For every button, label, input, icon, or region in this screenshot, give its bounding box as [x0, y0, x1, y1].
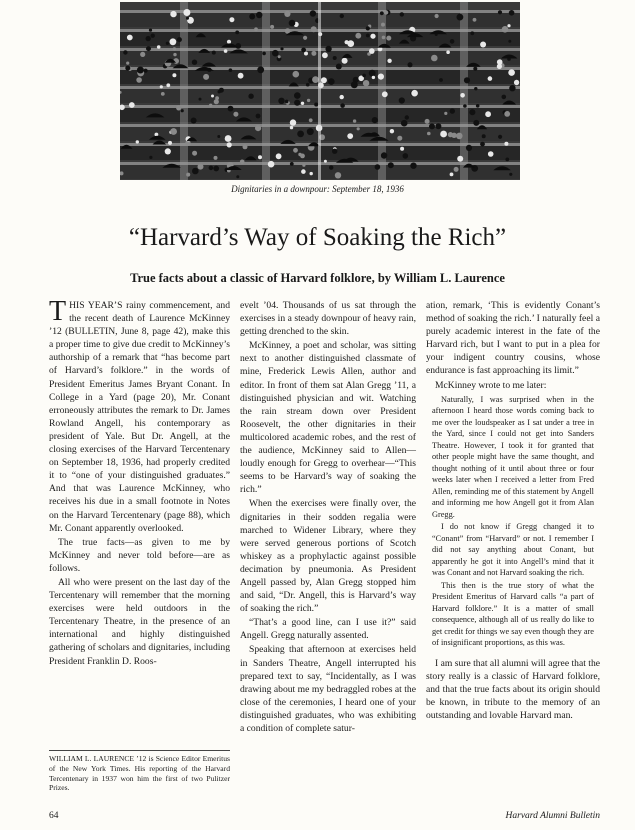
paragraph: Speaking that afternoon at exercises held in Sanders Theatre, Angell interrupted his prepared text to say, “Incidentally, as I was drawing about me my bedraggled robes at the close of the ceremonies, I heard one of your distinguished graduates, who was exhibiting a condition of complete satur-	[240, 644, 416, 734]
column-1	[49, 296, 230, 668]
paragraph: “That’s a good line, can I use it?” said Angell. Gregg naturally assented.	[240, 617, 416, 642]
page-number: 64	[49, 811, 59, 821]
column-2	[240, 299, 416, 735]
paragraph: When the exercises were finally over, the dignitaries in their sodden regalia were marched to Widener Library, where they were served generous portions of Scotch whiskey as a prophylactic against possible decimation by pneumonia. As President Angell passed by, Alan Gregg stopped him and said, “Dr. Angell, this is Harvard’s way of soaking the rich.”	[240, 498, 416, 615]
paragraph: THIS YEAR’S rainy commencement, and the recent death of Laurence McKinney ’12 (BULLETIN, June 8, page 42), make this a proper time to give due credit to McKinney’s authorship of a remark that “has become part of Harvard’s folklore.” in the words of President Emeritus James Bryant Conant. In College in a Yard (page 20), Mr. Conant erroneously attributes the remark to Dr. James Rowland Angell, his contemporary as president of Yale. But Dr. Angell, at the closing exercises of the Harvard Tercentenary on September 18, 1936, had properly credited it to “one of your distinguished graduates.” And that was Laurence McKinney, who receives his due in a small footnote in Notes on the Harvard Tercentenary (page 88), which Mr. Conant apparently overlooked.	[49, 296, 230, 534]
paragraph: McKinney wrote to me later:	[435, 379, 547, 391]
paragraph: The true facts—as given to me by McKinney and never told before—are as follows.	[49, 536, 230, 574]
drop-cap: T	[49, 296, 67, 327]
article-title: “Harvard’s Way of Soaking the Rich”	[128, 224, 507, 251]
paragraph: McKinney, a poet and scholar, was sitting next to another distinguished classmate of mine, Frederick Lewis Allen, author and editor. In front of them sat Alan Gregg ’11, a distinguished physician and wit. Watching the rain stream down over President Roosevelt, the other dignitaries in their multicolored academic robes, and the rest of the audience, McKinney said to Allen—loudly enough for Gregg to overhear—“This seems to be Harvard’s way of soaking the rich.”	[240, 340, 416, 496]
photograph-icon	[120, 2, 520, 180]
photo-caption: Dignitaries in a downpour: September 18, 1936	[231, 184, 404, 194]
publication-name: Harvard Alumni Bulletin	[505, 811, 600, 821]
paragraph: evelt ’04. Thousands of us sat through the exercises in a steady downpour of heavy rain, getting drenched to the skin.	[240, 300, 416, 338]
paragraph: All who were present on the last day of the Tercentenary will remember that the morning exercises were held outdoors in the Tercentenary Theatre, in the presence of an international and highly distinguished gathering of scholars and dignitaries, including President Franklin D. Roos-	[49, 576, 230, 667]
paragraph: I am sure that all alumni will agree that the story really is a classic of Harvard folklore, and that the true facts about its origin should be known, in tribute to the memory of an outstanding and lovable Harvard man.	[426, 657, 600, 722]
column-3	[426, 299, 600, 722]
author-footnote: WILLIAM L. LAURENCE ’12 is Science Editor Emeritus of the New York Times. His reporting of the Harvard Tercentenary in 1937 won him the first of two Pulitzer Prizes.	[49, 750, 230, 793]
paragraph: ation, remark, ‘This is evidently Conant’s method of soaking the rich.’ I naturally feel a purely academic interest in the fate of the Harvard rich, but I want to put in a plea for your indigent country cousins, whose endurance is fast approaching its limit.”	[426, 300, 600, 377]
quoted-letter	[426, 394, 600, 649]
letter-paragraph: This then is the true story of what the President Emeritus of Harvard calls “a part of Harvard folklore.” It is a matter of small consequence, although all of us really do like to get credit for things we say even though they are of insignificant proportions, as this was.	[432, 580, 594, 648]
letter-paragraph: I do not know if Gregg changed it to “Conant” from “Harvard” or not. I remember I did not say anything about Conant, but apparently he got it into Angell’s mind that it was Conant and not Harvard soaking the rich.	[432, 522, 594, 578]
article-subtitle: True facts about a classic of Harvard folklore, by William L. Laurence	[130, 271, 505, 285]
letter-paragraph: Naturally, I was surprised when in the afternoon I heard those words coming back to me over the loudspeaker as I sat under a tree in the Yard, since I could not get into Sanders Theatre. However, I took it for granted that other people might have the same thought, and thought nothing of it until about three or four weeks later when I received a letter from Fred Allen, reminding me of this statement by Angell and informing me how Angell got it from Alan Gregg.	[432, 394, 594, 519]
dignitaries-photograph	[120, 2, 520, 180]
